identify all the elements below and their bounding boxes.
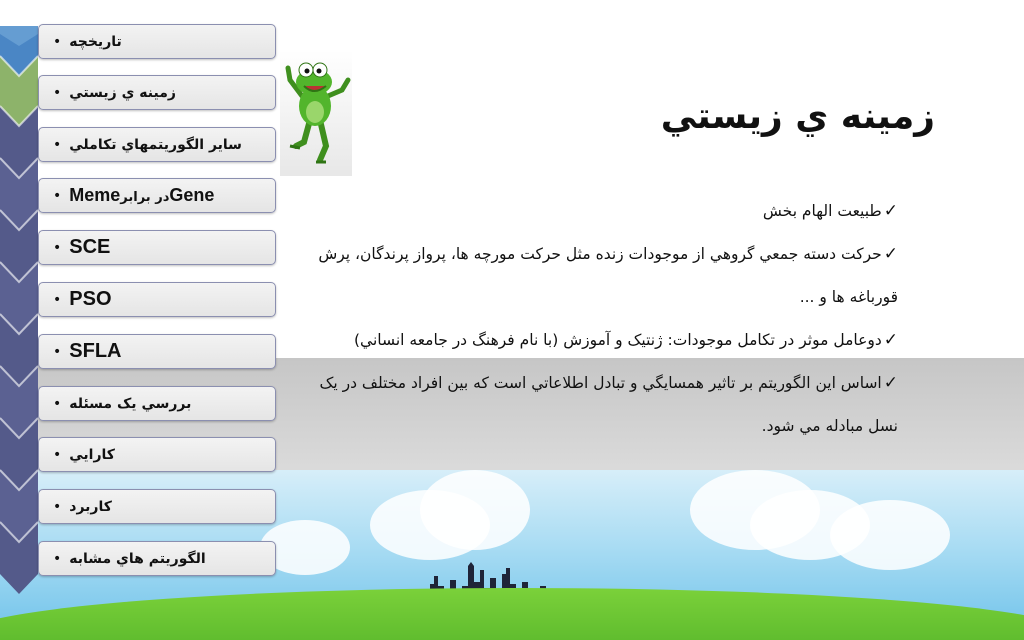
bullet-icon: • (53, 291, 62, 308)
slide-body (318, 190, 898, 448)
menu-item-efficiency[interactable] (38, 437, 276, 472)
bullet-icon: • (53, 343, 62, 360)
menu-item-gene-vs-meme[interactable] (38, 178, 276, 213)
menu-item-pso[interactable] (38, 282, 276, 317)
menu-item-label: PSO (69, 288, 112, 310)
menu-item-label (69, 185, 214, 206)
menu-item-application[interactable] (38, 489, 276, 524)
menu-item-label-start: Meme (69, 185, 121, 205)
menu-item-label-end: Gene (169, 185, 215, 205)
bullet-paragraph (318, 319, 898, 362)
menu-item-problem-review[interactable] (38, 386, 276, 421)
bullet-icon: • (53, 136, 62, 153)
bullet-paragraph (318, 233, 898, 319)
check-icon: ✓ (883, 373, 898, 393)
bullet-text: اساس اين الگوريتم بر تاثير همسايگي و تبادل اطلاعاتي است که بين افراد مختلف در يک نسل مبادله مي شود. (319, 374, 898, 435)
check-icon: ✓ (883, 244, 898, 264)
bullet-icon: • (53, 395, 62, 412)
bullet-icon: • (53, 446, 62, 463)
menu-item-biological-background[interactable] (38, 75, 276, 110)
bullet-icon: • (53, 498, 62, 515)
menu-item-label: زمينه ي زيستي (69, 84, 176, 101)
bullet-icon: • (53, 550, 62, 567)
menu-item-label: SFLA (69, 340, 122, 362)
chevron-strip (0, 26, 40, 598)
menu-item-label: تاریخچه (69, 33, 122, 50)
menu-item-label: الگوريتم هاي مشابه (69, 550, 206, 567)
frog-illustration (280, 50, 352, 176)
bullet-icon: • (53, 239, 62, 256)
bullet-text: حرکت دسته جمعي گروهي از موجودات زنده مثل حرکت مورچه ها، پرواز پرندگان، پرش قورباغه ها و ... (318, 245, 898, 306)
menu-item-similar-algorithms[interactable] (38, 541, 276, 576)
menu-item-other-evolutionary-algorithms[interactable] (38, 127, 276, 162)
bullet-icon: • (53, 84, 62, 101)
check-icon: ✓ (883, 330, 898, 350)
bullet-text: طبیعت الهام بخش (762, 202, 882, 220)
menu-item-label-between: در برابر (120, 190, 170, 205)
bullet-paragraph (318, 362, 898, 448)
menu-item-history[interactable] (38, 24, 276, 59)
bullet-text: دوعامل موثر در تکامل موجودات: ژنتيک و آموزش (با نام فرهنگ در جامعه انساني) (354, 331, 882, 349)
bullet-icon: • (53, 33, 62, 50)
menu-item-label: ساير الگوريتمهاي تکاملي (69, 136, 242, 153)
cloud (830, 500, 950, 570)
menu-item-label: SCE (69, 236, 111, 258)
menu-item-sce[interactable] (38, 230, 276, 265)
bullet-icon: • (53, 187, 62, 204)
bullet-paragraph (318, 190, 898, 233)
menu-item-label: کاربرد (69, 498, 112, 515)
slide-title: زمينه ي زيستي (660, 96, 935, 137)
check-icon: ✓ (883, 201, 898, 221)
cloud (420, 470, 530, 550)
menu-item-sfla[interactable] (38, 334, 276, 369)
menu-item-label: کارايي (69, 446, 115, 463)
menu-item-label: بررسي یک مسئله (69, 395, 192, 412)
